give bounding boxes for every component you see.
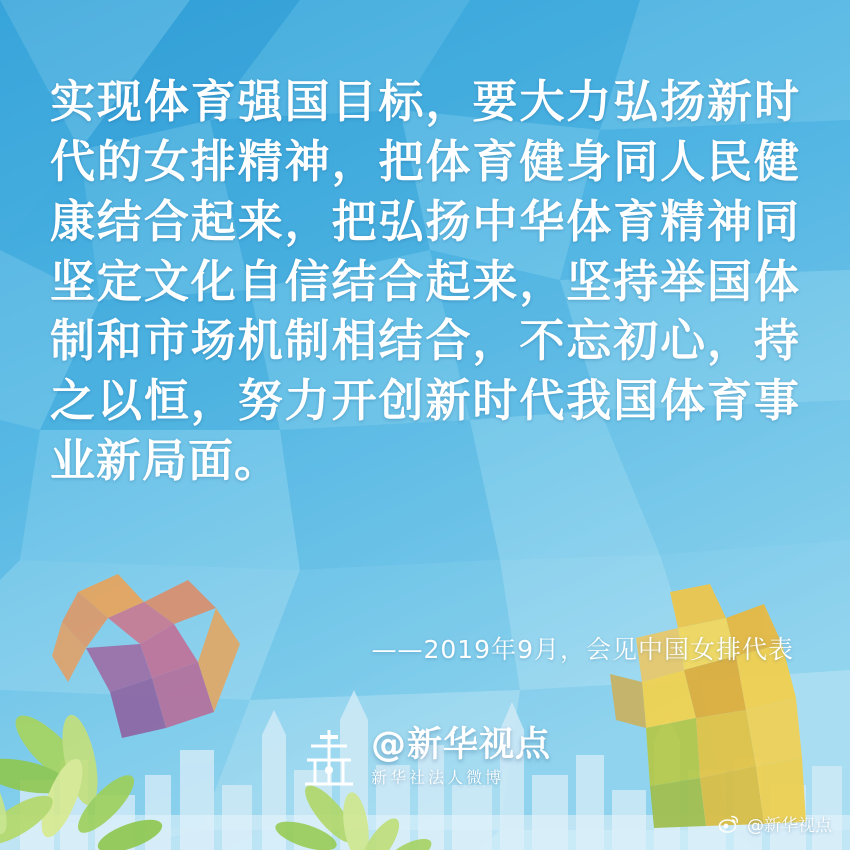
brand-subtitle: 新华社法人微博 (370, 768, 505, 787)
quote-attribution: ——2019年9月，会见中国女排代表 (371, 635, 794, 664)
quote-block (0, 72, 850, 491)
brand-text-block (370, 725, 552, 787)
xinhua-logo-icon (299, 726, 359, 788)
weibo-icon (718, 813, 740, 835)
weibo-watermark (718, 811, 832, 836)
quote-text: 实现体育强国目标，要大力弘扬新时代的女排精神，把体育健身同人民健康结合起来，把弘扬中华体育精神同坚定文化自信结合起来，坚持举国体制和市场机制相结合，不忘初心，持之以恒，努力开创新时代我国体育事业新局面。 (50, 75, 800, 488)
brand-block (299, 726, 551, 788)
gymnast-figure (550, 578, 810, 828)
brand-name: @新华视点 (370, 725, 552, 765)
weibo-watermark-label: @新华视点 (747, 816, 832, 836)
leaf-cluster-left (0, 680, 220, 850)
